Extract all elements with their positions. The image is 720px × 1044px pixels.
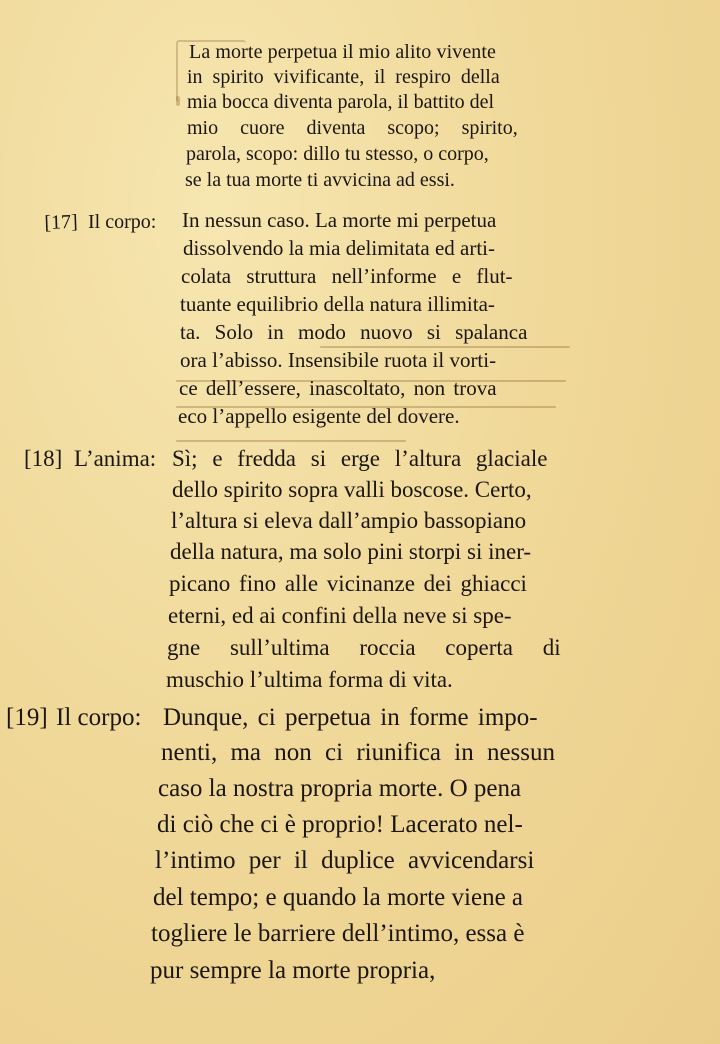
- section-number: [19]: [6, 704, 48, 731]
- text-line: picano fino alle vicinanze dei ghiacci: [169, 571, 527, 596]
- text-line: gne sull’ultima roccia coperta di: [167, 635, 561, 660]
- text-line: dello spirito sopra valli boscose. Certo,: [172, 477, 532, 502]
- text-line: tuante equilibrio della natura illimita-: [180, 292, 495, 316]
- text-line: ta. Solo in modo nuovo si spalanca: [180, 320, 528, 344]
- text-line: ora l’abisso. Insensibile ruota il vorti-: [180, 348, 497, 372]
- text-line: Dunque, ci perpetua in forme impo-: [163, 704, 538, 731]
- text-line: di ciò che ci è proprio! Lacerato nel-: [157, 811, 523, 838]
- text-line: Sì; e fredda si erge l’altura glaciale: [172, 446, 548, 471]
- text-line: colata struttura nell’informe e flut-: [181, 264, 513, 288]
- text-line: mio cuore diventa scopo; spirito,: [187, 117, 518, 139]
- text-line: La morte perpetua il mio alito vivente: [189, 41, 497, 63]
- text-line: se la tua morte ti avvicina ad essi.: [185, 169, 455, 191]
- text-line: In nessun caso. La morte mi perpetua: [182, 208, 497, 232]
- section-number: [17]: [44, 210, 79, 234]
- text-line: eco l’appello esigente del dovere.: [178, 404, 460, 428]
- text-line: eterni, ed ai confini della neve si spe-: [168, 603, 512, 628]
- text-line: in spirito vivificante, il respiro della: [187, 66, 500, 88]
- speaker-label: L’anima:: [74, 446, 157, 471]
- text-line: caso la nostra propria morte. O pena: [158, 775, 522, 802]
- speaker-label: Il corpo:: [88, 211, 157, 233]
- text-line: ce dell’essere, inascoltato, non trova: [179, 376, 497, 400]
- text-line: del tempo; e quando la morte viene a: [153, 884, 524, 911]
- pencil-underline-mark: [176, 440, 406, 442]
- text-line: della natura, ma solo pini storpi si iner-: [170, 539, 532, 564]
- pencil-underline-mark: [176, 96, 180, 106]
- text-line: parola, scopo: dillo tu stesso, o corpo,: [186, 143, 489, 165]
- text-line: l’altura si eleva dall’ampio bassopiano: [171, 508, 527, 533]
- speaker-label: Il corpo:: [56, 704, 142, 731]
- text-line: nenti, ma non ci riunifica in nessun: [161, 739, 556, 766]
- text-line: l’intimo per il duplice avvicendarsi: [155, 847, 535, 874]
- text-line: dissolvendo la mia delimitata ed arti-: [183, 236, 495, 260]
- section-number: [18]: [24, 446, 63, 471]
- text-line: mia bocca diventa parola, il battito del: [187, 91, 495, 113]
- text-line: pur sempre la morte propria,: [150, 957, 436, 984]
- text-line: muschio l’ultima forma di vita.: [166, 667, 453, 692]
- text-line: togliere le barriere dell’intimo, essa è: [151, 920, 525, 947]
